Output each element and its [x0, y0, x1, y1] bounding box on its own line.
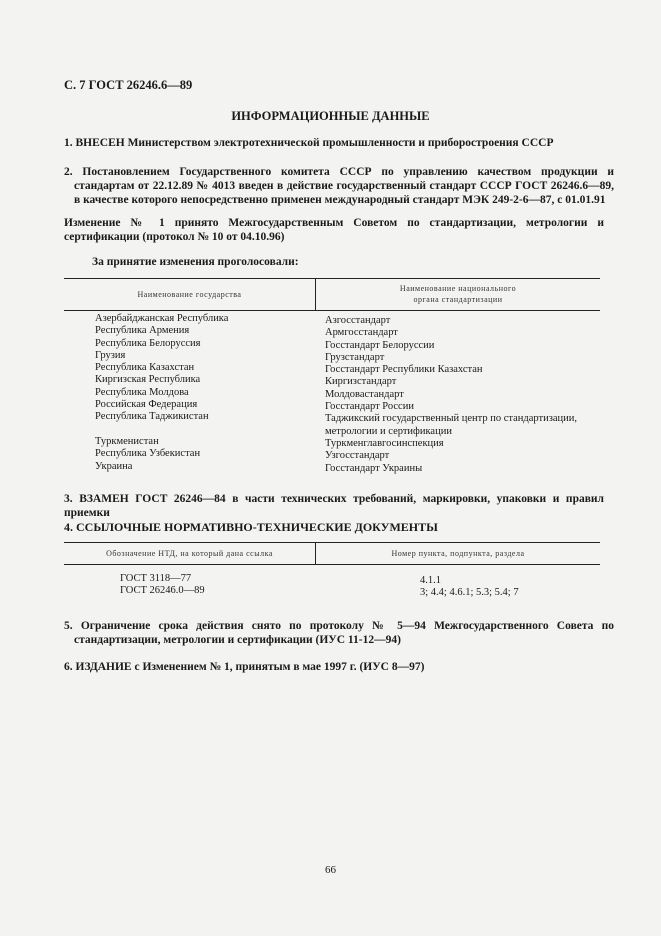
list-item: Грузстандарт: [325, 351, 385, 363]
list-item: Госстандарт России: [325, 401, 414, 413]
list-item: Киргизстандарт: [325, 376, 397, 388]
item-4: 4. ССЫЛОЧНЫЕ НОРМАТИВНО-ТЕХНИЧЕСКИЕ ДОКУМЕНТЫ: [64, 520, 438, 534]
list-item: Украина: [95, 460, 133, 472]
states-column: [95, 313, 228, 473]
amendment-note: Изменение № 1 принято Межгосударственным Советом по стандартизации, метрологии и сертификации (протокол № 10 от 04.10.96): [64, 217, 604, 243]
ref-col2-header: Номер пункта, подпункта, раздела: [391, 549, 525, 558]
item-6: 6. ИЗДАНИЕ с Изменением № 1, принятым в мае 1997 г. (ИУС 8—97): [64, 661, 425, 673]
ref-docs-column: [120, 573, 205, 598]
list-item: Республика Молдова: [95, 386, 189, 398]
table-row-doc: ГОСТ 3118—77: [120, 573, 192, 584]
list-item: Молдовастандарт: [325, 388, 404, 400]
table-top-rule: [64, 278, 600, 279]
list-item: Азгосстандарт: [325, 315, 391, 326]
list-item: Грузия: [95, 349, 126, 361]
ref-clauses-column: [420, 575, 519, 600]
list-item: Республика Казахстан: [95, 362, 195, 374]
vote-col2-header-line2: органа стандартизации: [413, 295, 503, 304]
ref-table-top-rule: [64, 542, 600, 543]
item-2: 2. Постановлением Государственного комитета СССР по управлению качеством продукции и стандартам от 22.12.89 № 4013 введен в действие государственный стандарт СССР ГОСТ 26246.6—89, в качестве которого непосредственно применен международный стандарт МЭК 249-2-6—87, с 01.01.91: [64, 166, 614, 206]
table-header-rule: [64, 310, 600, 311]
list-item: Республика Таджикистан: [95, 411, 209, 423]
table-row-clause: 3; 4.4; 4.6.1; 5.3; 5.4; 7: [420, 587, 519, 599]
item-5: 5. Ограничение срока действия снято по протоколу № 5—94 Межгосударственного Совета по стандартизации, метрологии и сертификации (ИУС 11-12—94): [64, 620, 614, 646]
list-item: Госстандарт Белоруссии: [325, 339, 435, 351]
item-3: 3. ВЗАМЕН ГОСТ 26246—84 в части технических требований, маркировки, упаковки и правил приемки: [64, 493, 604, 519]
list-item: Госстандарт Республики Казахстан: [325, 364, 483, 376]
table-row-doc: ГОСТ 26246.0—89: [120, 585, 205, 597]
list-item: Туркменистан: [95, 435, 159, 447]
voted-label: За принятие изменения проголосовали:: [92, 256, 299, 268]
list-item: Узгосстандарт: [325, 450, 390, 462]
list-item: Республика Узбекистан: [95, 448, 201, 460]
vote-col2-header: [316, 283, 600, 305]
ref-table-header-rule: [64, 564, 600, 565]
page-number: 66: [325, 864, 336, 876]
item-1: 1. ВНЕСЕН Министерством электротехнической промышленности и приборостроения СССР: [64, 137, 554, 149]
list-item: Азербайджанская Республика: [95, 313, 229, 324]
page-header: С. 7 ГОСТ 26246.6—89: [64, 78, 193, 92]
list-item: Госстандарт Украины: [325, 462, 423, 474]
list-item: Республика Белоруссия: [95, 337, 201, 349]
list-item: Киргизская Республика: [95, 374, 201, 386]
vote-col1-header: Наименование государства: [137, 290, 242, 299]
vote-col2-header-line1: Наименование национального: [399, 284, 517, 293]
spacer: [95, 424, 228, 436]
list-item: метрологии и сертификации: [325, 425, 452, 437]
list-item: Республика Армения: [95, 325, 190, 337]
list-item: Таджикский государственный центр по стандартизации,: [325, 413, 578, 425]
list-item: Туркменглавгосинспекция: [325, 437, 444, 449]
ref-col1-header: Обозначение НТД, на который дана ссылка: [106, 549, 273, 558]
list-item: Российская Федерация: [95, 399, 198, 411]
list-item: Армгосстандарт: [325, 327, 398, 339]
bodies-column: [325, 315, 577, 475]
section-title: ИНФОРМАЦИОННЫЕ ДАННЫЕ: [231, 109, 430, 123]
table-row-clause: 4.1.1: [420, 575, 441, 586]
